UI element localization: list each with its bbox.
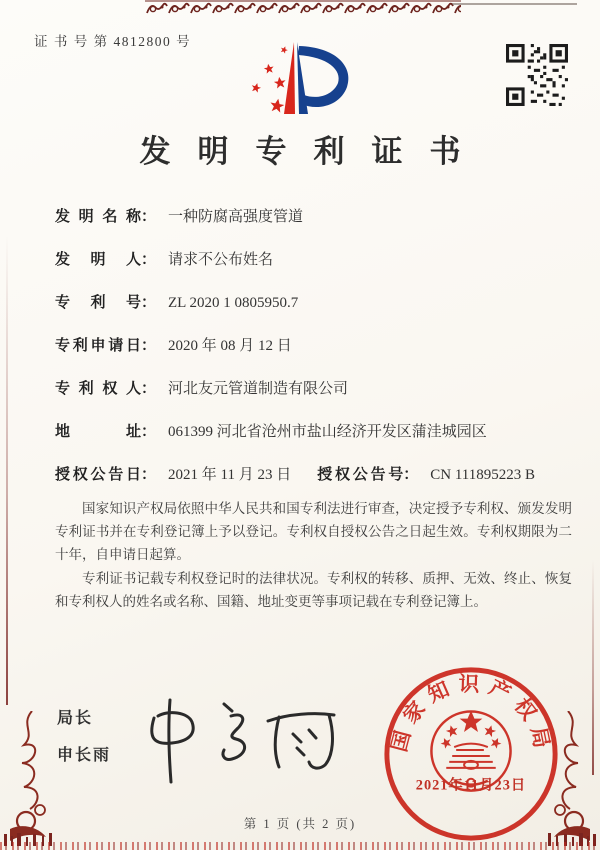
top-edge-hairline: [452, 3, 577, 5]
certificate-number: 证 书 号 第 4812800 号: [34, 34, 192, 49]
seal-authority-text: 国家知识产权局: [387, 672, 555, 758]
seal-date-text: 2021年11月23日: [415, 777, 527, 794]
commissioner-name: 申长雨: [57, 747, 112, 764]
field-value: 河北友元管道制造有限公司: [168, 381, 349, 397]
field-value: ZL 2020 1 0805950.7: [168, 295, 299, 311]
commissioner-title: 局长: [57, 710, 94, 727]
field-patent-number: 专利号 ： ZL 2020 1 0805950.7: [55, 293, 572, 314]
handwritten-signature: [128, 686, 346, 788]
field-label: 授权公告日: [55, 467, 141, 483]
field-filing-date: 专利申请日 ： 2020 年 08 月 12 日: [55, 336, 572, 357]
top-border-ornament: [145, 0, 461, 14]
left-border-line: [6, 235, 8, 705]
field-list: [55, 207, 572, 508]
field-label: 发明人: [55, 252, 141, 268]
field-value: 一种防腐高强度管道: [168, 209, 304, 225]
legal-paragraph-1: 国家知识产权局依照中华人民共和国专利法进行审查，决定授予专利权、颁发发明专利证书并在专利登记簿上予以登记。专利权自授权公告之日起生效。专利权期限为二十年，自申请日起算。: [55, 501, 572, 563]
field-label: 专利申请日: [55, 338, 141, 354]
legal-paragraph-2: 专利证书记载专利权登记时的法律状况。专利权的转移、质押、无效、终止、恢复和专利权人的姓名或名称、国籍、地址变更等事项记载在专利登记簿上。: [55, 570, 572, 609]
page-number: 第 1 页 (共 2 页): [243, 817, 357, 831]
field-label: 授权公告号: [317, 467, 404, 483]
field-label: 地址: [55, 424, 141, 440]
field-label: 发明名称: [55, 209, 141, 225]
field-label: 专利号: [55, 295, 141, 311]
field-value: 2020 年 08 月 12 日: [168, 338, 292, 354]
cnipa-logo-icon: [232, 36, 367, 118]
field-value: 061399 河北省沧州市盐山经济开发区蒲洼城园区: [168, 424, 487, 440]
field-invention-name: 发明名称 ： 一种防腐高强度管道: [55, 207, 572, 228]
legal-text: [55, 497, 572, 613]
field-grant-number: 授权公告号 ： CN 111895223 B: [317, 465, 535, 486]
field-patentee: 专利权人 ： 河北友元管道制造有限公司: [55, 379, 572, 400]
field-label: 专利权人: [55, 381, 141, 397]
field-value: CN 111895223 B: [430, 467, 535, 483]
field-grant-date-and-number: 授权公告日 ： 2021 年 11 月 23 日 授权公告号 ： CN 111895223 B: [55, 465, 572, 486]
qr-code: [506, 44, 568, 106]
field-value: 请求不公布姓名: [168, 252, 274, 268]
certificate-title: 发明专利证书: [139, 134, 488, 169]
field-value: 2021 年 11 月 23 日: [168, 467, 292, 483]
field-address: 地址 ： 061399 河北省沧州市盐山经济开发区蒲洼城园区: [55, 422, 572, 443]
field-inventor: 发明人 ： 请求不公布姓名: [55, 250, 572, 271]
